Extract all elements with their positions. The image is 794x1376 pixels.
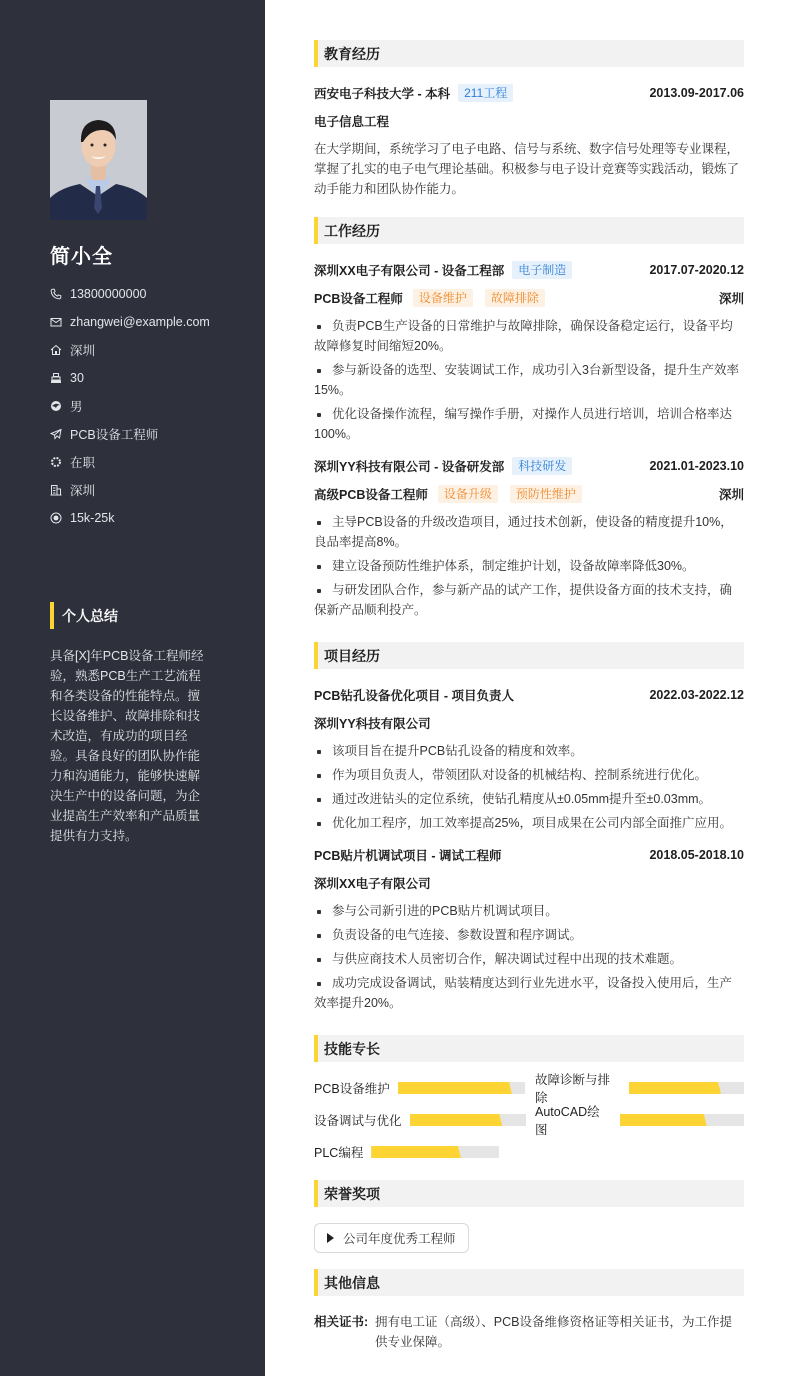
job-bullet: 主导PCB设备的升级改造项目，通过技术创新，使设备的精度提升10%，良品率提高8%。 (314, 512, 744, 552)
skill-bar (410, 1114, 526, 1126)
work-section (314, 217, 744, 620)
job-company-row (314, 260, 744, 280)
job-position: PCB设备工程师 (314, 292, 403, 306)
skill-name: 故障诊断与排除 (535, 1073, 611, 1105)
skill-bar (371, 1146, 499, 1158)
project-bullet: 与供应商技术人员密切合作，解决调试过程中出现的技术难题。 (314, 949, 744, 969)
contact-work-city-value: 深圳 (70, 484, 96, 498)
main-content (314, 40, 744, 1352)
education-section (314, 40, 744, 199)
school-tag: 211工程 (458, 84, 513, 102)
contact-age-value: 30 (70, 371, 84, 385)
major: 电子信息工程 (314, 115, 390, 129)
skill-tag: 设备维护 (413, 289, 473, 307)
projects-section (314, 642, 744, 1013)
home-icon (50, 344, 62, 356)
phone-icon (50, 288, 62, 300)
project-bullet: 通过改进钻头的定位系统，使钻孔精度从±0.05mm提升至±0.03mm。 (314, 789, 744, 809)
skill-name: PCB设备维护 (314, 1082, 390, 1096)
portrait-image (50, 100, 147, 220)
job-location: 深圳 (718, 292, 744, 306)
contact-list (50, 280, 250, 532)
salary-icon (50, 512, 62, 524)
profile-photo (50, 100, 147, 220)
project-title-row (314, 685, 744, 705)
projects-heading: 项目经历 (314, 642, 744, 669)
job-bullet: 优化设备操作流程，编写操作手册，对操作人员进行培训，培训合格率达100%。 (314, 404, 744, 444)
skill-item (535, 1073, 744, 1105)
job-position-row (314, 288, 744, 308)
contact-email (50, 308, 250, 336)
industry-tag: 科技研发 (512, 457, 572, 475)
project-company-row (314, 873, 744, 893)
major-row (314, 111, 744, 131)
other-heading: 其他信息 (314, 1269, 744, 1296)
education-description: 在大学期间，系统学习了电子电路、信号与系统、数字信号处理等专业课程，掌握了扎实的电子电气理论基础。积极参与电子设计竞赛等实践活动，锻炼了动手能力和团队协作能力。 (314, 142, 740, 196)
skill-tag: 设备升级 (438, 485, 498, 503)
status-gear-icon (50, 456, 62, 468)
job-dates: 2017.07-2020.12 (649, 263, 744, 277)
summary-heading: 个人总结 (50, 602, 118, 629)
awards-list (314, 1223, 744, 1253)
skill-bar (398, 1082, 525, 1094)
skills-heading: 技能专长 (314, 1035, 744, 1062)
awards-section (314, 1180, 744, 1253)
contact-salary-value: 15k-25k (70, 511, 115, 525)
project-bullet: 该项目旨在提升PCB钻孔设备的精度和效率。 (314, 741, 744, 761)
candidate-name: 简小全 (50, 246, 113, 268)
contact-age (50, 364, 250, 392)
skill-name: 设备调试与优化 (314, 1114, 402, 1128)
skill-bar-fill (410, 1114, 503, 1126)
contact-position (50, 420, 250, 448)
paper-plane-icon (50, 428, 62, 440)
job-bullet: 与研发团队合作，参与新产品的试产工作，提供设备方面的技术支持，确保新产品顺利投产。 (314, 580, 744, 620)
skill-bar (629, 1082, 744, 1094)
project-company-row (314, 713, 744, 733)
award-item (314, 1223, 469, 1253)
project-bullet: 参与公司新引进的PCB贴片机调试项目。 (314, 901, 744, 921)
job-bullet: 负责PCB生产设备的日常维护与故障排除，确保设备稳定运行，设备平均故障修复时间缩短20%。 (314, 316, 744, 356)
other-item (314, 1312, 744, 1352)
project-bullet: 负责设备的电气连接、参数设置和程序调试。 (314, 925, 744, 945)
contact-city-value: 深圳 (70, 344, 96, 358)
contact-salary (50, 504, 250, 532)
skill-name: PLC编程 (314, 1146, 364, 1160)
contact-email-value: zhangwei@example.com (70, 315, 210, 329)
skill-tag: 故障排除 (485, 289, 545, 307)
summary-text: 具备[X]年PCB设备工程师经验，熟悉PCB生产工艺流程和各类设备的性能特点。擅长设备维护、故障排除和技术改造，有成功的项目经验。具备良好的团队协作能力和沟通能力，能够快速解决生产中的设备问题，为企业提高生产效率和产品质量提供有力支持。 (50, 649, 204, 843)
contact-status-value: 在职 (70, 456, 96, 470)
skill-item (314, 1110, 535, 1130)
contact-phone-value: 13800000000 (70, 287, 147, 301)
project-entry (314, 845, 744, 1013)
job-bullet: 参与新设备的选型、安装调试工作，成功引入3台新型设备，提升生产效率15%。 (314, 360, 744, 400)
age-icon (50, 372, 62, 384)
skill-tag: 预防性维护 (510, 485, 582, 503)
skill-bar-fill (371, 1146, 461, 1158)
industry-tag: 电子制造 (512, 261, 572, 279)
other-section (314, 1269, 744, 1352)
education-heading: 教育经历 (314, 40, 744, 67)
work-heading: 工作经历 (314, 217, 744, 244)
project-name: PCB贴片机调试项目 - 调试工程师 (314, 849, 502, 863)
education-dates: 2013.09-2017.06 (649, 86, 744, 100)
gender-icon (50, 400, 62, 412)
project-dates: 2022.03-2022.12 (649, 688, 744, 702)
project-bullet: 优化加工程序，加工效率提高25%，项目成果在公司内部全面推广应用。 (314, 813, 744, 833)
contact-position-value: PCB设备工程师 (70, 428, 159, 442)
contact-phone (50, 280, 250, 308)
mail-icon (50, 316, 62, 328)
play-triangle-icon (327, 1233, 334, 1243)
skill-bar-fill (620, 1114, 707, 1126)
contact-city (50, 336, 250, 364)
skill-name: AutoCAD绘图 (535, 1105, 600, 1137)
project-bullets (314, 741, 744, 833)
skills-grid (314, 1073, 744, 1174)
awards-heading: 荣誉奖项 (314, 1180, 744, 1207)
contact-gender-value: 男 (70, 400, 83, 414)
project-bullet: 作为项目负责人，带领团队对设备的机械结构、控制系统进行优化。 (314, 765, 744, 785)
award-name: 公司年度优秀工程师 (343, 1232, 456, 1246)
job-position: 高级PCB设备工程师 (314, 488, 428, 502)
job-company: 深圳YY科技有限公司 - 设备研发部 (314, 460, 505, 474)
contact-gender (50, 392, 250, 420)
job-company: 深圳XX电子有限公司 - 设备工程部 (314, 264, 505, 278)
skill-bar-fill (629, 1082, 721, 1094)
job-entry (314, 456, 744, 620)
project-entry (314, 685, 744, 833)
contact-work-city (50, 476, 250, 504)
other-label: 相关证书: (314, 1315, 369, 1329)
project-title-row (314, 845, 744, 865)
school-name: 西安电子科技大学 - 本科 (314, 87, 451, 101)
skill-bar-fill (398, 1082, 512, 1094)
project-bullets (314, 901, 744, 1013)
project-company: 深圳XX电子有限公司 (314, 877, 431, 891)
job-location: 深圳 (718, 488, 744, 502)
job-bullets (314, 316, 744, 444)
job-bullets (314, 512, 744, 620)
other-value: 拥有电工证（高级）、PCB设备维修资格证等相关证书，为工作提供专业保障。 (375, 1315, 732, 1349)
building-icon (50, 484, 62, 496)
skill-item (535, 1105, 744, 1137)
contact-status (50, 448, 250, 476)
job-position-row (314, 484, 744, 504)
education-row (314, 83, 744, 103)
skill-item (314, 1078, 535, 1098)
job-dates: 2021.01-2023.10 (649, 459, 744, 473)
project-bullet: 成功完成设备调试，贴装精度达到行业先进水平，设备投入使用后，生产效率提升20%。 (314, 973, 744, 1013)
sidebar (0, 0, 265, 1376)
skill-item (314, 1142, 535, 1162)
project-company: 深圳YY科技有限公司 (314, 717, 431, 731)
project-name: PCB钻孔设备优化项目 - 项目负责人 (314, 689, 515, 703)
skill-bar (620, 1114, 744, 1126)
skills-section (314, 1035, 744, 1174)
job-bullet: 建立设备预防性维护体系，制定维护计划，设备故障率降低30%。 (314, 556, 744, 576)
job-entry (314, 260, 744, 444)
project-dates: 2018.05-2018.10 (649, 848, 744, 862)
job-company-row (314, 456, 744, 476)
